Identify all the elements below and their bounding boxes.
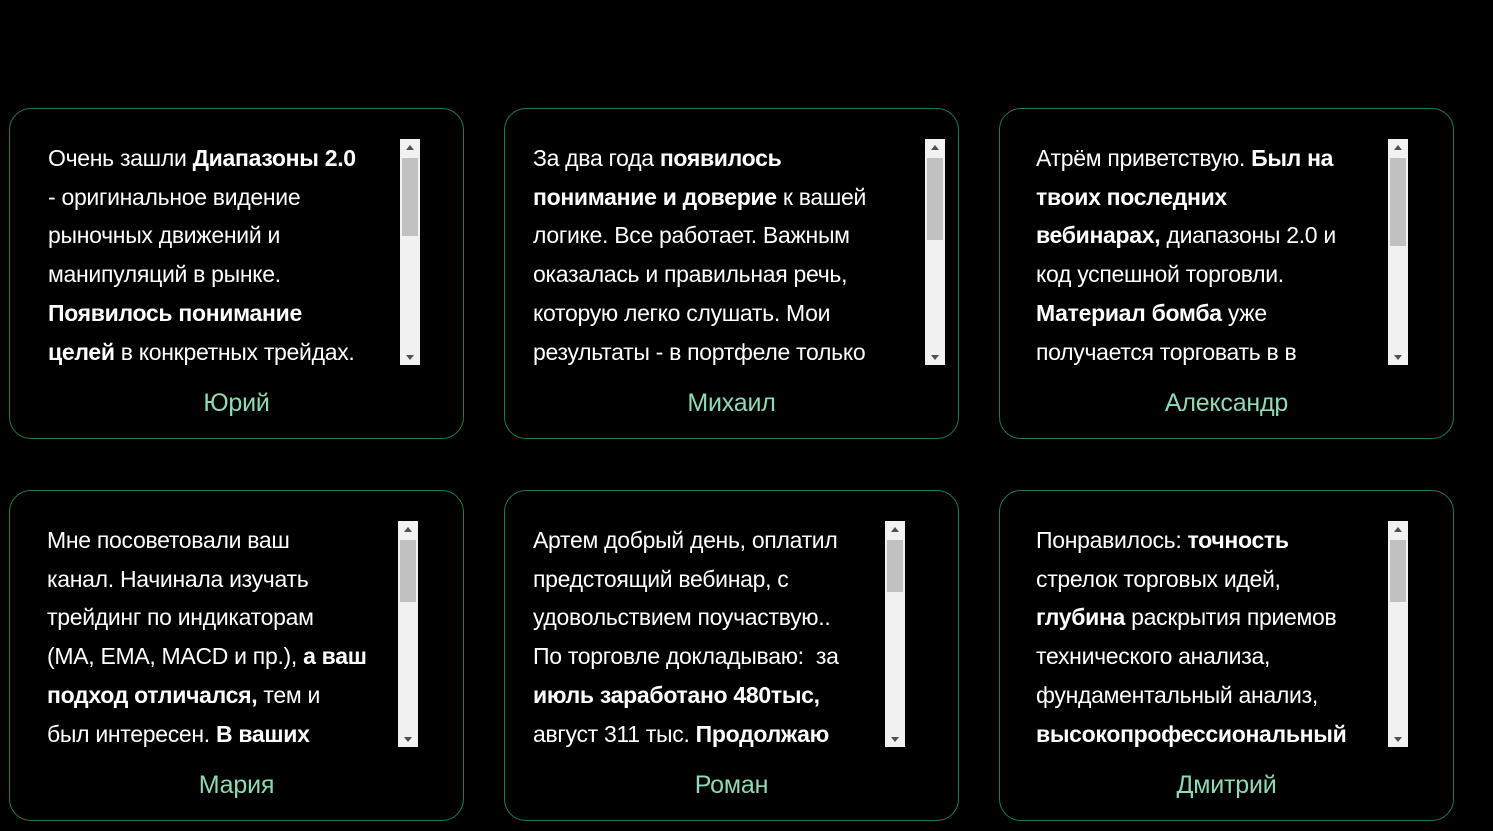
review-segment: фундаментальный анализ, (1036, 681, 1318, 708)
review-segment: канал. Начинала изучать (47, 565, 309, 592)
review-line (48, 139, 404, 178)
review-author: Мария (198, 771, 275, 799)
review-author: Михаил (687, 389, 776, 417)
review-segment: диапазоны 2.0 и (1160, 222, 1336, 249)
review-line (533, 178, 923, 217)
scroll-down-arrow-icon[interactable] (1388, 348, 1408, 365)
review-scrollbar[interactable] (398, 521, 418, 747)
review-segment: удовольствием поучаствую.. (533, 604, 831, 631)
scroll-up-arrow-icon[interactable] (398, 521, 418, 538)
scroll-thumb[interactable] (1390, 540, 1406, 602)
review-line (1036, 715, 1388, 747)
review-line (533, 676, 885, 715)
review-segment: в конкретных трейдах. (114, 338, 355, 365)
review-highlight: Материал бомба (1036, 299, 1222, 326)
review-line (47, 637, 399, 676)
review-segment: код успешной торговли. (1036, 261, 1284, 288)
scroll-thumb[interactable] (1390, 158, 1406, 246)
review-line (533, 598, 885, 637)
review-segment: За два года (533, 145, 660, 171)
review-line (1036, 521, 1388, 560)
review-text[interactable] (47, 521, 399, 747)
review-scrollbar[interactable] (885, 521, 905, 747)
review-segment: август 311 тыс. (533, 720, 696, 747)
review-author: Александр (1164, 389, 1289, 417)
review-author: Роман (694, 771, 769, 799)
review-line (1036, 139, 1388, 178)
review-segment: оказалась и правильная речь, (533, 261, 848, 288)
scroll-thumb[interactable] (402, 158, 418, 236)
review-line (47, 598, 399, 637)
review-card-mikhail (504, 108, 959, 439)
review-author: Дмитрий (1176, 771, 1277, 799)
review-text[interactable] (1036, 521, 1388, 747)
review-line (1036, 216, 1388, 255)
review-highlight: В ваших (216, 720, 310, 747)
review-line (533, 139, 923, 178)
review-line (47, 676, 399, 715)
scroll-thumb[interactable] (400, 540, 416, 602)
scroll-down-arrow-icon[interactable] (885, 730, 905, 747)
review-segment: раскрытия приемов (1125, 604, 1337, 631)
scroll-down-arrow-icon[interactable] (925, 348, 945, 365)
scroll-up-arrow-icon[interactable] (1388, 521, 1408, 538)
review-segment: тем и (257, 681, 321, 708)
review-segment: рыночных движений и (48, 222, 281, 249)
review-line (48, 333, 404, 365)
review-line (533, 294, 923, 333)
review-highlight: Появилось понимание (48, 299, 302, 326)
review-segment: технического анализа, (1036, 643, 1271, 670)
review-line (1036, 294, 1388, 333)
review-highlight: целей (48, 338, 115, 365)
review-highlight: глубина (1036, 604, 1126, 631)
review-highlight: Был на (1251, 145, 1334, 171)
review-line (533, 521, 885, 560)
review-scrollbar[interactable] (1388, 521, 1408, 747)
review-line (1036, 637, 1388, 676)
review-line (533, 216, 923, 255)
review-text[interactable] (48, 139, 404, 365)
review-line (1036, 676, 1388, 715)
review-scrollbar[interactable] (925, 139, 945, 365)
review-highlight: твоих последних (1036, 183, 1227, 210)
review-line (1036, 178, 1388, 217)
review-highlight: июль заработано 480тыс, (533, 681, 820, 708)
review-highlight: Продолжаю (695, 720, 830, 747)
review-card-aleksandr (999, 108, 1454, 439)
review-card-yuri (9, 108, 464, 439)
scroll-up-arrow-icon[interactable] (925, 139, 945, 156)
review-line (48, 294, 404, 333)
review-segment: получается торговать в в (1036, 338, 1297, 365)
review-line (1036, 598, 1388, 637)
scroll-down-arrow-icon[interactable] (398, 730, 418, 747)
review-segment: был интересен. (47, 720, 216, 747)
review-line (48, 216, 404, 255)
review-segment: к вашей (776, 183, 867, 210)
review-highlight: а ваш (303, 643, 367, 670)
review-line (533, 637, 885, 676)
review-scrollbar[interactable] (400, 139, 420, 365)
review-highlight: точность (1187, 527, 1289, 553)
review-segment: стрелок торговых идей, (1036, 565, 1281, 592)
review-segment: Атрём приветствую. (1036, 145, 1252, 171)
review-line (1036, 560, 1388, 599)
review-segment: Мне посоветовали ваш (47, 527, 290, 553)
review-segment: результаты - в портфеле только (533, 338, 866, 365)
review-highlight: высокопрофессиональный (1036, 720, 1347, 747)
scroll-thumb[interactable] (887, 540, 903, 592)
review-line (533, 560, 885, 599)
review-line (533, 255, 923, 294)
review-line (48, 178, 404, 217)
scroll-up-arrow-icon[interactable] (885, 521, 905, 538)
review-line (48, 255, 404, 294)
scroll-down-arrow-icon[interactable] (400, 348, 420, 365)
review-highlight: появилось (659, 145, 782, 171)
review-segment: предстоящий вебинар, с (533, 565, 789, 592)
review-text[interactable] (533, 139, 923, 365)
review-segment: трейдинг по индикаторам (47, 604, 314, 631)
scroll-up-arrow-icon[interactable] (400, 139, 420, 156)
review-segment: которую легко слушать. Мои (533, 299, 831, 326)
review-segment: По торговле докладываю: за (533, 643, 839, 670)
review-line (47, 560, 399, 599)
scroll-up-arrow-icon[interactable] (1388, 139, 1408, 156)
review-line (47, 715, 399, 747)
review-segment: Понравилось: (1036, 527, 1188, 553)
review-scrollbar[interactable] (1388, 139, 1408, 365)
review-line (1036, 255, 1388, 294)
review-highlight: понимание и доверие (533, 183, 777, 210)
review-text[interactable] (533, 521, 885, 747)
review-line (47, 521, 399, 560)
review-line (533, 333, 923, 365)
review-card-dmitriy (999, 490, 1454, 821)
scroll-thumb[interactable] (927, 158, 943, 240)
scroll-down-arrow-icon[interactable] (1388, 730, 1408, 747)
review-highlight: подход отличался, (47, 681, 258, 708)
review-line (1036, 333, 1388, 365)
review-author: Юрий (203, 389, 270, 417)
review-segment: Артем добрый день, оплатил (533, 527, 838, 553)
review-card-roman (504, 490, 959, 821)
review-segment: - оригинальное видение (48, 183, 301, 210)
review-line (533, 715, 885, 747)
review-segment: логике. Все работает. Важным (533, 222, 850, 249)
review-highlight: вебинарах, (1036, 222, 1161, 249)
review-text[interactable] (1036, 139, 1388, 365)
review-card-mariya (9, 490, 464, 821)
review-segment: уже (1221, 299, 1267, 326)
review-segment: Очень зашли (48, 145, 193, 171)
review-highlight: Диапазоны 2.0 (192, 145, 356, 171)
review-segment: (MA, EMA, MACD и пр.), (47, 643, 304, 670)
review-segment: манипуляций в рынке. (48, 261, 281, 288)
